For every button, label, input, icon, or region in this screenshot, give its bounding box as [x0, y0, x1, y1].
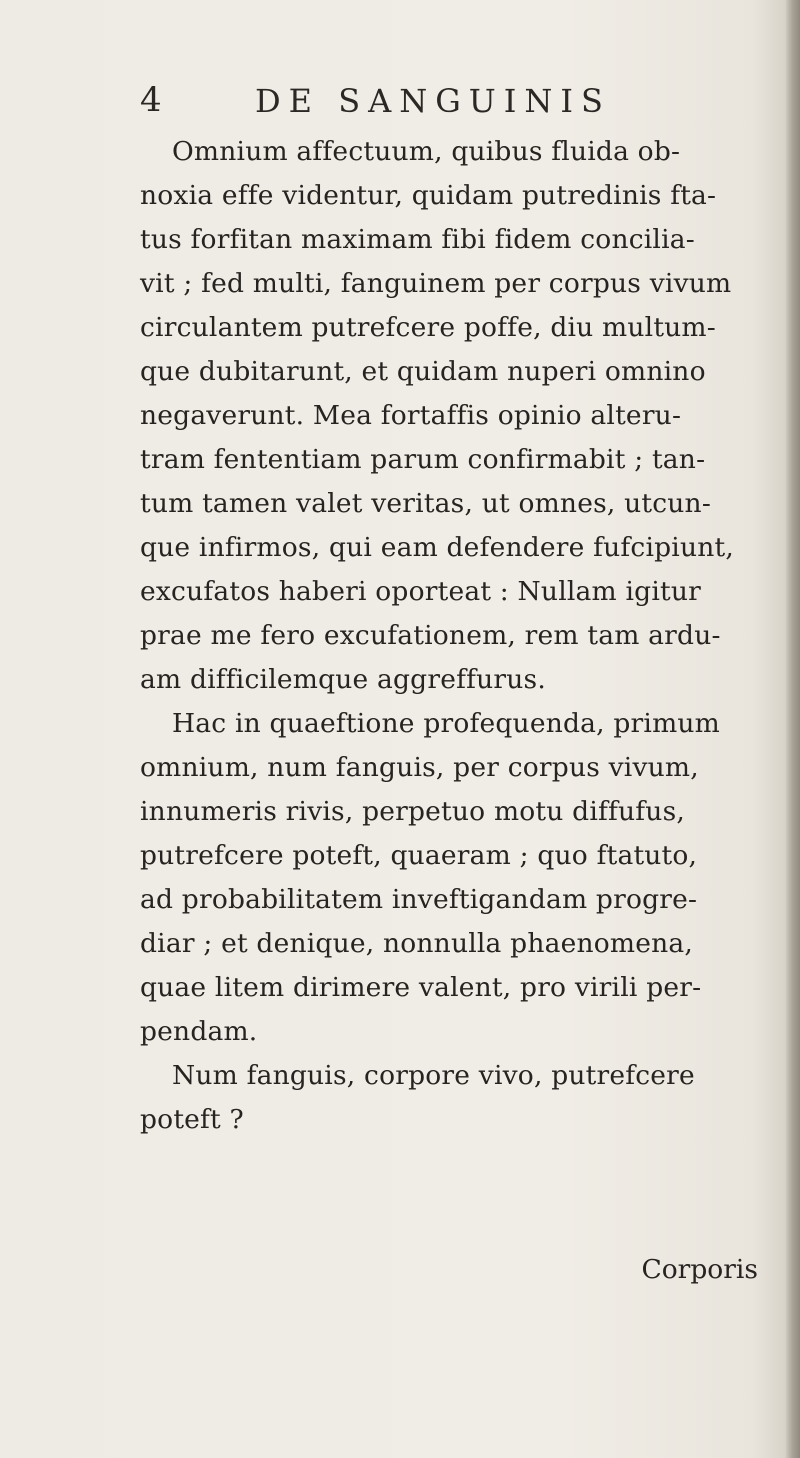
catchword: Corporis	[641, 1254, 758, 1285]
text-line: Num fanguis, corpore vivo, putrefcere	[172, 1060, 695, 1091]
body-text	[140, 130, 780, 1142]
text-line: tram fententiam parum confirmabit ; tan-	[140, 444, 706, 475]
running-title: DE SANGUINIS	[255, 82, 611, 120]
text-line: vit ; fed multi, fanguinem per corpus vivum	[140, 268, 732, 299]
text-line: Hac in quaeftione profequenda, primum	[172, 708, 721, 739]
text-line: diar ; et denique, nonnulla phaenomena,	[140, 928, 694, 959]
text-line: excufatos haberi oporteat : Nullam igitur	[140, 576, 701, 607]
text-line: ad probabilitatem inveftigandam progre-	[140, 884, 698, 915]
page-gutter-edge	[786, 0, 800, 1458]
text-line: omnium, num fanguis, per corpus vivum,	[140, 752, 699, 783]
text-line: poteft ?	[140, 1104, 244, 1135]
text-line: que infirmos, qui eam defendere fufcipiunt,	[140, 532, 734, 563]
text-line: que dubitarunt, et quidam nuperi omnino	[140, 356, 706, 387]
catchword-line	[0, 1248, 780, 1292]
page-header	[0, 74, 800, 124]
text-line: innumeris rivis, perpetuo motu diffufus,	[140, 796, 685, 827]
text-line: noxia effe videntur, quidam putredinis fta-	[140, 180, 717, 211]
text-line: quae litem dirimere valent, pro virili per-	[140, 972, 702, 1003]
text-line: circulantem putrefcere poffe, diu multum-	[140, 312, 716, 343]
text-line: tus forfitan maximam fibi fidem concilia-	[140, 224, 695, 255]
text-line: prae me fero excufationem, rem tam ardu-	[140, 620, 721, 651]
text-line: tum tamen valet veritas, ut omnes, utcun-	[140, 488, 711, 519]
page-number: 4	[140, 80, 162, 120]
text-line: putrefcere poteft, quaeram ; quo ftatuto,	[140, 840, 698, 871]
text-line: pendam.	[140, 1016, 258, 1047]
text-line: negaverunt. Mea fortaffis opinio alteru-	[140, 400, 682, 431]
text-line: am difficilemque aggreffurus.	[140, 664, 546, 695]
text-line: Omnium affectuum, quibus fluida ob-	[172, 136, 681, 167]
